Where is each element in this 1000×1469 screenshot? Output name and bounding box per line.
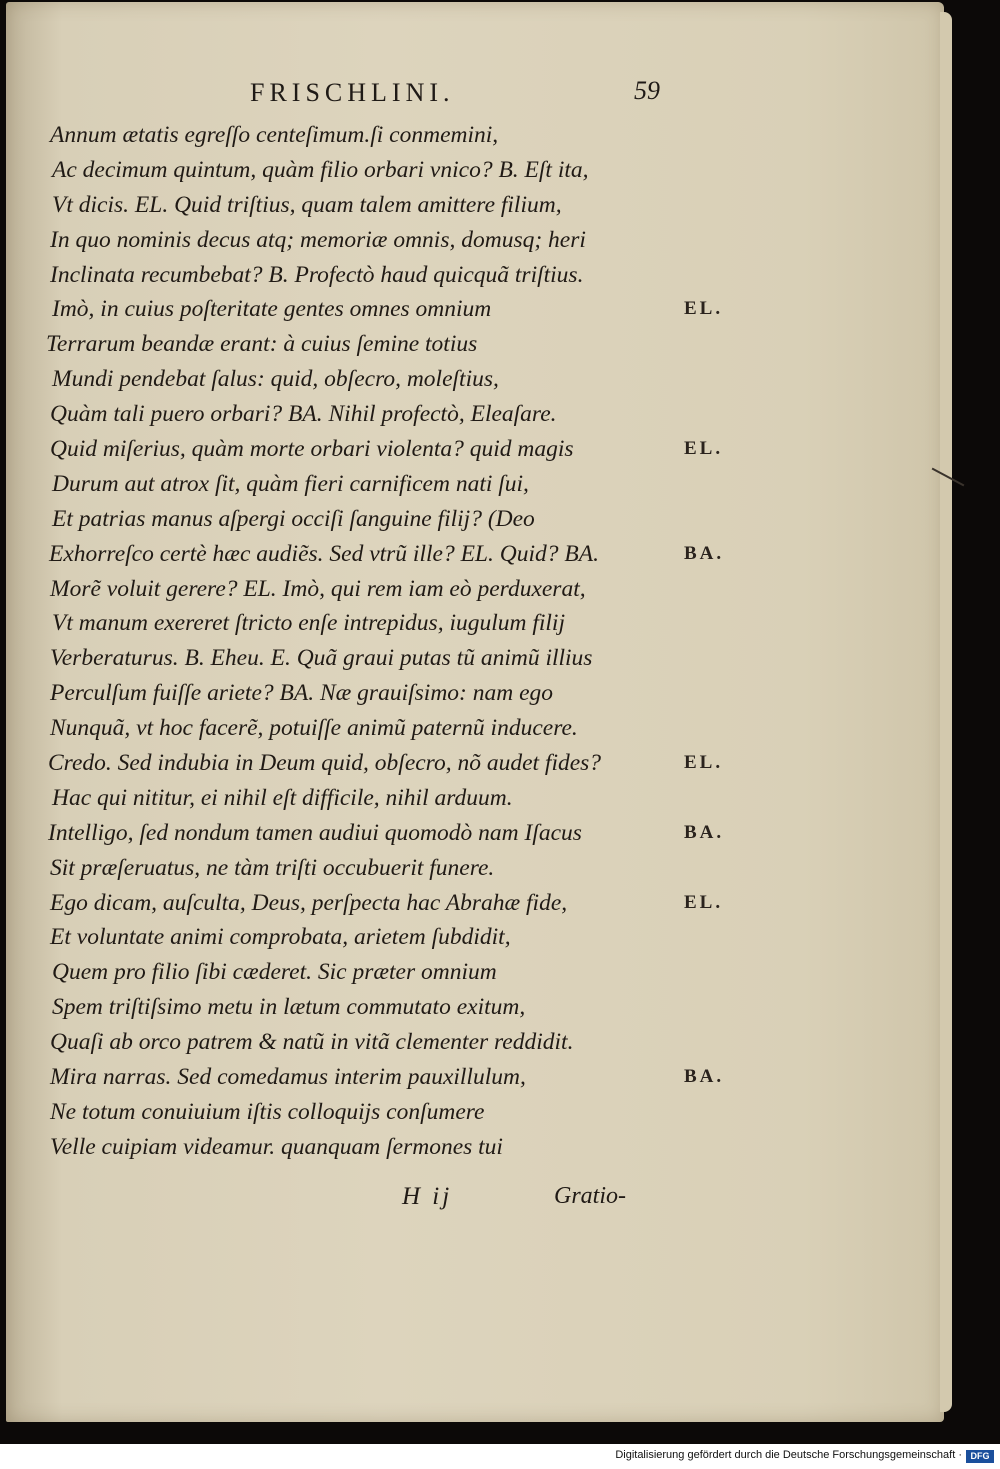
verse-text: Imò, in cuius poſteritate gentes omnes omnium	[52, 296, 492, 323]
running-title: FRISCHLINI.	[250, 78, 455, 107]
verse-line	[46, 676, 906, 711]
verse-text: Inclinata recumbebat? B. Profectò haud quicquã triſtius.	[50, 261, 584, 288]
speaker-label: EL.	[684, 752, 724, 774]
verse-text: Quid miſerius, quàm morte orbari violenta? quid magis	[50, 436, 574, 463]
verse-text: In quo nominis decus atq; memoriæ omnis, domusq; heri	[50, 226, 586, 253]
verse-line	[46, 537, 906, 572]
page-footer	[6, 1183, 906, 1223]
verse-line	[46, 920, 906, 955]
verse-text: Perculſum fuiſſe ariete? BA. Næ grauiſsimo: nam ego	[50, 680, 554, 707]
verse-line	[46, 1025, 906, 1060]
verse-line	[46, 292, 906, 327]
verse-text: Nunquã, vt hoc facerẽ, potuiſſe animũ paternũ inducere.	[50, 715, 578, 742]
verse-text: Mundi pendebat ſalus: quid, obſecro, moleſtius,	[52, 366, 499, 393]
verse-text: Spem triſtiſsimo metu in lætum commutato exitum,	[52, 994, 526, 1021]
verse-line	[46, 327, 906, 362]
speaker-label: BA.	[684, 542, 725, 564]
speaker-label: EL.	[684, 298, 724, 320]
page-number: 59	[634, 76, 660, 105]
verse-text: Ne totum conuiuium iſtis colloquijs conſumere	[50, 1098, 485, 1125]
speaker-label: BA.	[684, 1066, 725, 1088]
verse-line	[46, 781, 906, 816]
verse-text: Morẽ voluit gerere? EL. Imò, qui rem iam eò perduxerat,	[50, 575, 586, 602]
verse-line	[46, 886, 906, 921]
verse-text: Sit præſeruatus, ne tàm triſti occubuerit funere.	[50, 854, 495, 881]
verse-line	[46, 118, 906, 153]
verse-text: Quem pro filio ſibi cæderet. Sic præter omnium	[52, 959, 497, 986]
verse-line	[46, 467, 906, 502]
book-page	[6, 2, 944, 1422]
verse-text: Exhorreſco certè hæc audiẽs. Sed vtrũ ille? EL. Quid? BA.	[49, 540, 599, 567]
verse-line	[46, 572, 906, 607]
speaker-label: EL.	[684, 438, 724, 460]
dfg-credit-text: Digitalisierung gefördert durch die Deutsche Forschungsgemeinschaft ·	[615, 1449, 962, 1461]
verse-text: Et voluntate animi comprobata, arietem ſubdidit,	[50, 924, 511, 951]
running-head	[6, 78, 944, 118]
speaker-label: EL.	[684, 891, 724, 913]
verse-line	[46, 223, 906, 258]
verse-text: Hac qui nititur, ei nihil eſt difficile, nihil arduum.	[52, 784, 513, 811]
verse-line	[46, 258, 906, 293]
verse-line	[46, 502, 906, 537]
verse-line	[46, 188, 906, 223]
verse-text: Velle cuipiam videamur. quanquam ſermones tui	[50, 1133, 503, 1160]
verse-text: Ego dicam, auſculta, Deus, perſpecta hac Abrahæ fide,	[50, 889, 568, 916]
verse-text: Mira narras. Sed comedamus interim pauxillulum,	[50, 1064, 526, 1091]
verse-text: Vt manum exereret ſtricto enſe intrepidus, iugulum filij	[52, 610, 565, 637]
verse-text: Annum ætatis egreſſo centeſimum.ſi conmemini,	[50, 122, 499, 148]
verse-text-block	[46, 118, 906, 1165]
signature-mark: H ij	[402, 1183, 453, 1210]
dfg-credit-bar	[0, 1444, 1000, 1469]
verse-line	[46, 606, 906, 641]
verse-text: Vt dicis. EL. Quid triſtius, quam talem amittere filium,	[52, 191, 562, 218]
verse-text: Quàm tali puero orbari? BA. Nihil profectò, Eleaſare.	[50, 401, 557, 428]
verse-text: Verberaturus. B. Eheu. E. Quã graui putas tũ animũ illius	[50, 645, 593, 672]
verse-text: Durum aut atrox ſit, quàm fieri carnificem nati ſui,	[52, 470, 529, 497]
page-edge	[940, 12, 952, 1412]
verse-line	[46, 816, 906, 851]
catchword: Gratio-	[554, 1183, 626, 1209]
verse-text: Et patrias manus aſpergi occiſi ſanguine filij? (Deo	[52, 505, 535, 532]
verse-text: Intelligo, ſed nondum tamen audiui quomodò nam Iſacus	[48, 819, 582, 846]
verse-text: Terrarum beandæ erant: à cuius ſemine totius	[46, 331, 478, 358]
verse-line	[46, 955, 906, 990]
verse-line	[46, 746, 906, 781]
verse-line	[46, 397, 906, 432]
verse-line	[46, 1095, 906, 1130]
verse-text: Credo. Sed indubia in Deum quid, obſecro, nõ audet fides?	[48, 750, 602, 777]
verse-line	[46, 1060, 906, 1095]
verse-line	[46, 1130, 906, 1165]
verse-line	[46, 153, 906, 188]
verse-line	[46, 362, 906, 397]
verse-text: Quaſi ab orco patrem & natũ in vitã clementer reddidit.	[50, 1029, 574, 1056]
verse-text: Ac decimum quintum, quàm filio orbari vnico? B. Eſt ita,	[52, 156, 589, 183]
speaker-label: BA.	[684, 821, 725, 843]
verse-line	[46, 641, 906, 676]
verse-line	[46, 851, 906, 886]
verse-line	[46, 711, 906, 746]
dfg-logo[interactable]: DFG	[966, 1450, 994, 1463]
verse-line	[46, 432, 906, 467]
verse-line	[46, 990, 906, 1025]
